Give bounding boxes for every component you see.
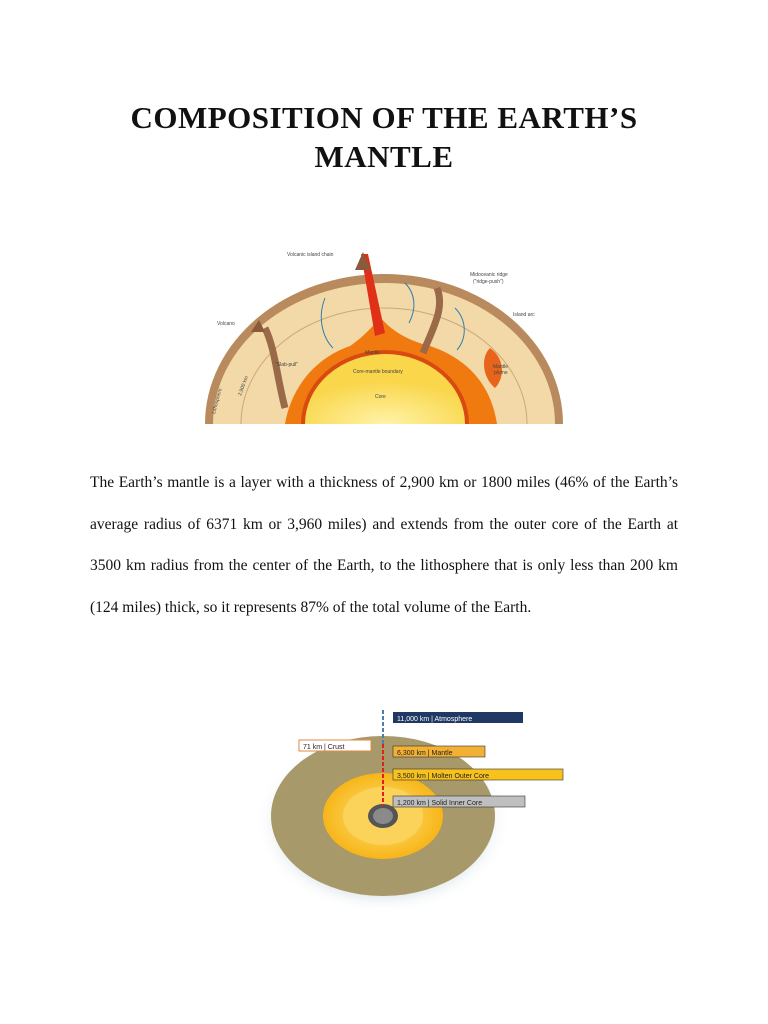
label-lithosphere: Lithosphere bbox=[211, 387, 224, 415]
title-line-1: COMPOSITION OF THE EARTH’S bbox=[130, 100, 638, 135]
label-mantle: Mantle bbox=[365, 350, 381, 356]
label-midoceanic-ridge: Midoceanic ridge bbox=[470, 272, 508, 278]
label-volcanic-island-chain: Volcanic island chain bbox=[287, 252, 334, 258]
label-slab-pull: "Slab-pull" bbox=[275, 362, 299, 368]
earth-layers-figure bbox=[255, 706, 575, 914]
label-island-arc: Island arc bbox=[513, 312, 535, 318]
label-depth: 2,900 km bbox=[237, 375, 250, 397]
label-mantle: 6,300 km | Mantle bbox=[397, 750, 453, 757]
label-volcano: Volcano bbox=[217, 321, 235, 327]
label-core: Core bbox=[375, 394, 386, 400]
earth-cross-section-figure bbox=[205, 228, 563, 424]
label-mantle-plume-2: plume bbox=[494, 370, 508, 376]
body-paragraph: The Earth’s mantle is a layer with a thickness of 2,900 km or 1800 miles (46% of the Earth’s average radius of 6371 km or 3,960 miles) and extends from the outer core of the Earth at 3500 km radius from the center of the Earth, to the lithosphere that is only less than 200 km (124 miles) thick, so it represents 87% of the total volume of the Earth. bbox=[90, 474, 678, 616]
label-outer-core: 3,500 km | Molten Outer Core bbox=[397, 773, 490, 780]
label-inner-core: 1,200 km | Solid Inner Core bbox=[397, 800, 483, 807]
label-atmosphere: 11,000 km | Atmosphere bbox=[397, 716, 473, 723]
label-core-mantle-boundary: Core-mantle boundary bbox=[353, 369, 403, 375]
label-crust: 71 km | Crust bbox=[303, 744, 345, 751]
page-title bbox=[84, 98, 684, 176]
label-ridge-push: ("ridge-push") bbox=[473, 279, 504, 285]
label-mantle-plume-1: Mantle bbox=[493, 364, 509, 370]
title-line-2: MANTLE bbox=[314, 139, 454, 174]
